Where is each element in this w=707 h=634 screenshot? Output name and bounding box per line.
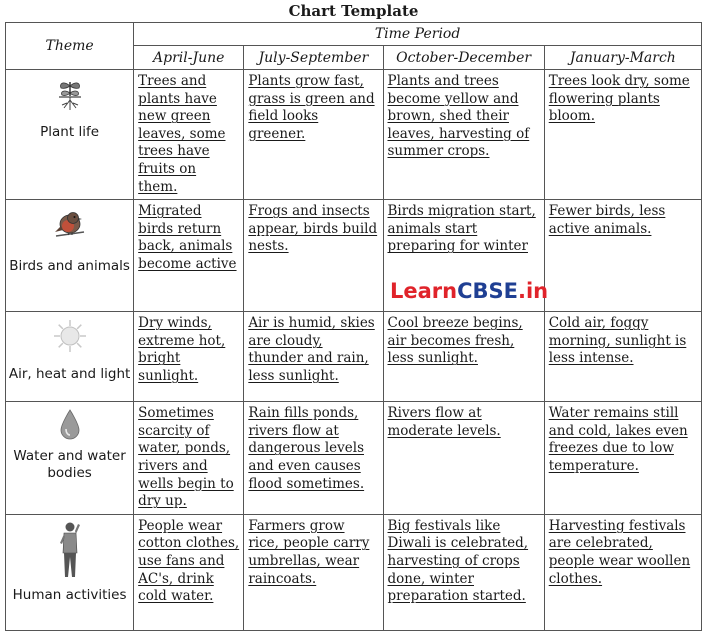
theme-cell bbox=[6, 312, 134, 402]
table-cell bbox=[134, 200, 244, 312]
table-row bbox=[6, 514, 702, 630]
table-row bbox=[6, 70, 702, 200]
table-cell bbox=[244, 514, 383, 630]
cell-text: Water remains still and cold, lakes even freezes due to low temperature. bbox=[548, 405, 688, 474]
cell-text: Fewer birds, less active animals. bbox=[548, 203, 666, 237]
time-period-header: Time Period bbox=[134, 23, 702, 46]
bird-icon bbox=[53, 206, 87, 244]
period-header: October-December bbox=[383, 46, 544, 70]
table-cell bbox=[244, 200, 383, 312]
theme-label: Birds and animals bbox=[9, 258, 130, 275]
cell-text: Rivers flow at moderate levels. bbox=[387, 405, 501, 439]
cell-text: Farmers grow rice, people carry umbrellas, wear raincoats. bbox=[248, 517, 370, 587]
table-cell bbox=[544, 514, 701, 630]
cell-text: Rain fills ponds, rivers flow at dangerous levels and even causes flood sometimes. bbox=[248, 405, 365, 492]
table-cell bbox=[383, 312, 544, 402]
cell-text: Cold air, foggy morning, sunlight is less intense. bbox=[548, 315, 687, 367]
table-cell bbox=[134, 70, 244, 200]
table-cell bbox=[383, 514, 544, 630]
cell-text: Air is humid, skies are cloudy, thunder and rain, less sunlight. bbox=[248, 315, 375, 384]
table-cell bbox=[383, 402, 544, 515]
cell-text: Migrated birds return back, animals become active bbox=[138, 203, 237, 272]
theme-cell bbox=[6, 200, 134, 312]
cell-text: Birds migration start, animals start preparing for winter bbox=[387, 203, 536, 255]
table-cell bbox=[544, 200, 701, 312]
cell-text: Harvesting festivals are celebrated, people wear woollen clothes. bbox=[548, 517, 691, 587]
cell-text: Plants and trees become yellow and brown, shed their leaves, harvesting of summer crops. bbox=[387, 73, 530, 160]
period-header: April-June bbox=[134, 46, 244, 70]
person-icon bbox=[57, 521, 83, 581]
watermark-part: Learn bbox=[390, 279, 458, 303]
period-header: January-March bbox=[544, 46, 701, 70]
chart-table bbox=[5, 22, 702, 631]
table-cell bbox=[134, 402, 244, 515]
table-row bbox=[6, 402, 702, 515]
table-cell bbox=[544, 70, 701, 200]
cell-text: Big festivals like Diwali is celebrated, harvesting of crops done, winter preparation started. bbox=[387, 517, 529, 605]
cell-text: Frogs and insects appear, birds build nests. bbox=[248, 203, 378, 255]
chart-title: Chart Template bbox=[288, 2, 419, 20]
water-drop-icon bbox=[58, 408, 82, 442]
theme-label: Human activities bbox=[12, 586, 127, 603]
theme-cell bbox=[6, 402, 134, 515]
cell-text: People wear cotton clothes, use fans and AC's, drink cold water. bbox=[138, 517, 240, 605]
cell-text: Cool breeze begins, air becomes fresh, less sunlight. bbox=[387, 315, 523, 367]
watermark-logo bbox=[390, 279, 548, 303]
theme-label: Air, heat and light bbox=[8, 366, 131, 383]
cell-text: Plants grow fast, grass is green and field looks greener. bbox=[248, 73, 375, 142]
theme-label: Plant life bbox=[40, 124, 100, 140]
table-cell bbox=[134, 514, 244, 630]
theme-cell bbox=[6, 514, 134, 630]
table-cell bbox=[244, 402, 383, 515]
plant-icon bbox=[55, 76, 85, 114]
table-cell bbox=[134, 312, 244, 402]
table-cell bbox=[544, 402, 701, 515]
watermark-part: .in bbox=[518, 279, 549, 303]
cell-text: Trees and plants have new green leaves, some trees have fruits on them. bbox=[138, 73, 226, 195]
theme-header: Theme bbox=[6, 23, 134, 70]
table-row bbox=[6, 312, 702, 402]
table-cell bbox=[244, 70, 383, 200]
watermark-part: CBSE bbox=[457, 279, 518, 303]
cell-text: Dry winds, extreme hot, bright sunlight. bbox=[138, 315, 226, 384]
table-cell bbox=[383, 70, 544, 200]
period-header: July-September bbox=[244, 46, 383, 70]
table-row bbox=[6, 200, 702, 312]
cell-text: Trees look dry, some flowering plants bloom. bbox=[548, 73, 690, 125]
sun-icon bbox=[52, 318, 88, 354]
theme-cell bbox=[6, 70, 134, 200]
table-cell bbox=[244, 312, 383, 402]
table-cell bbox=[544, 312, 701, 402]
cell-text: Sometimes scarcity of water, ponds, rivers and wells begin to dry up. bbox=[138, 405, 234, 510]
theme-label: Water and water bodies bbox=[13, 448, 126, 482]
